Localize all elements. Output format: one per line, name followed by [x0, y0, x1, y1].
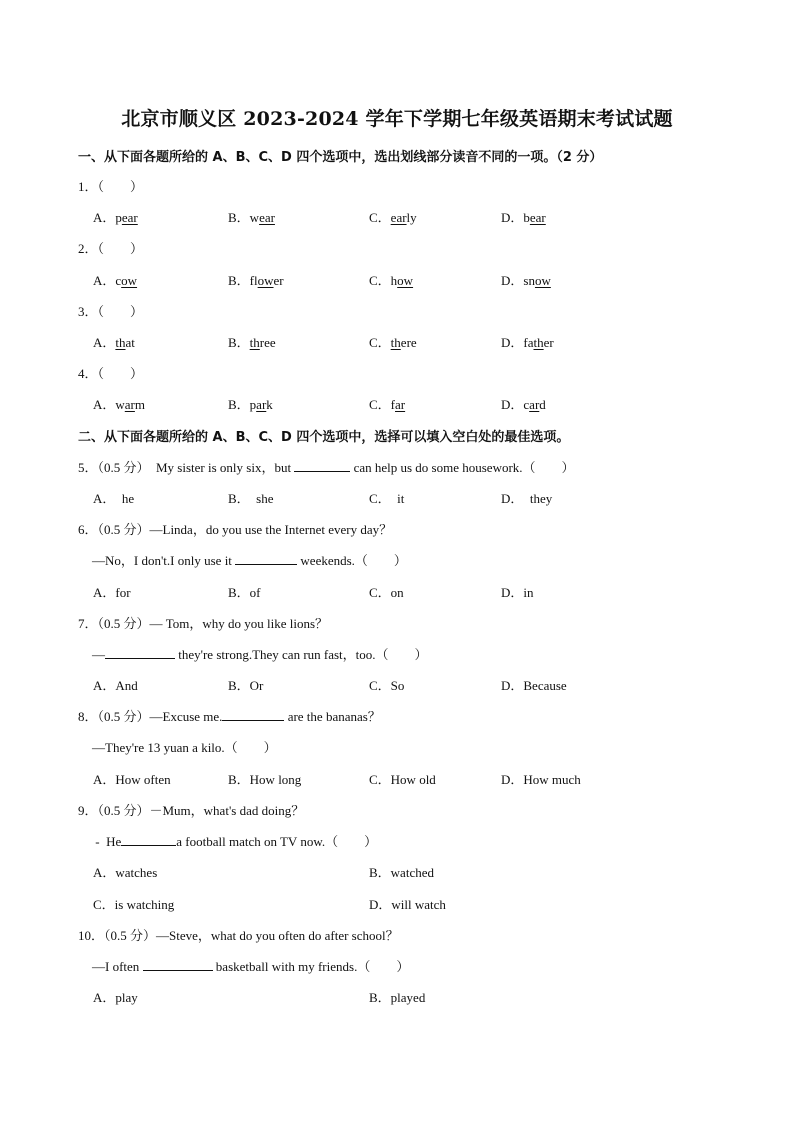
question-2-option-d[interactable]: D．snow [501, 273, 551, 288]
question-5-option-a[interactable]: A． he [93, 491, 135, 506]
question-4-stem: 4．（ ） [78, 366, 144, 381]
question-6-option-d[interactable]: D．in [501, 585, 534, 600]
question-5-option-c[interactable]: C． it [369, 491, 405, 506]
question-2-option-c[interactable]: C．how [369, 273, 414, 288]
question-7-option-c[interactable]: C．So [369, 678, 405, 693]
question-1-option-b[interactable]: B．wear [228, 210, 275, 225]
question-10-response: —I often basketball with my friends.（ ） [92, 959, 410, 974]
question-7-response: — they're strong.They can run fast，too.（ ） [92, 647, 428, 662]
question-4-option-d[interactable]: D．card [501, 397, 546, 412]
section-1-heading: 一、从下面各题所给的 A、B、C、D 四个选项中，选出划线部分读音不同的一项。（2 分） [78, 150, 603, 165]
question-4-option-c[interactable]: C．far [369, 397, 406, 412]
question-8-option-c[interactable]: C．How old [369, 772, 436, 787]
question-8-stem: 8．（0.5 分）—Excuse me. are the bananas？ [78, 709, 381, 724]
question-5-option-d[interactable]: D． they [501, 491, 553, 506]
question-1-stem: 1．（ ） [78, 179, 144, 194]
section-2-heading: 二、从下面各题所给的 A、B、C、D 四个选项中，选择可以填入空白处的最佳选项。 [78, 430, 570, 445]
question-1-option-c[interactable]: C．early [369, 210, 417, 225]
question-10-option-b[interactable]: B．played [369, 990, 426, 1005]
question-6-option-a[interactable]: A．for [93, 585, 131, 600]
question-5-stem: 5．（0.5 分） My sister is only six，but can help us do some housework.（ ） [78, 460, 575, 475]
question-3-option-c[interactable]: C．there [369, 335, 417, 350]
question-9-option-c[interactable]: C．is watching [93, 897, 175, 912]
question-4-option-b[interactable]: B．park [228, 397, 273, 412]
question-5-option-b[interactable]: B． she [228, 491, 274, 506]
question-7-stem: 7．（0.5 分）— Tom，why do you like lions？ [78, 616, 329, 631]
answer-blank[interactable] [294, 459, 350, 472]
question-8-option-d[interactable]: D．How much [501, 772, 581, 787]
question-10-stem: 10．（0.5 分）—Steve，what do you often do after school？ [78, 928, 399, 943]
question-6-stem: 6．（0.5 分）—Linda，do you use the Internet every day？ [78, 522, 393, 537]
question-3-option-d[interactable]: D．father [501, 335, 554, 350]
answer-blank[interactable] [235, 552, 297, 565]
question-8-response: —They're 13 yuan a kilo.（ ） [92, 740, 277, 755]
question-8-option-a[interactable]: A．How often [93, 772, 171, 787]
question-6-option-c[interactable]: C．on [369, 585, 404, 600]
question-6-response: —No，I don't.I only use it weekends.（ ） [92, 553, 407, 568]
question-2-option-a[interactable]: A．cow [93, 273, 138, 288]
page-title: 北京市顺义区 2023-2024 学年下学期七年级英语期末考试试题 [121, 108, 673, 130]
question-6-option-b[interactable]: B．of [228, 585, 261, 600]
question-7-option-b[interactable]: B．Or [228, 678, 264, 693]
question-9-option-b[interactable]: B．watched [369, 865, 434, 880]
answer-blank[interactable] [121, 833, 176, 846]
answer-blank[interactable] [143, 958, 213, 971]
question-2-stem: 2．（ ） [78, 241, 144, 256]
question-3-option-a[interactable]: A．that [93, 335, 135, 350]
question-2-option-b[interactable]: B．flower [228, 273, 284, 288]
question-10-option-a[interactable]: A．play [93, 990, 138, 1005]
question-1-option-d[interactable]: D．bear [501, 210, 546, 225]
question-7-option-d[interactable]: D．Because [501, 678, 567, 693]
answer-blank[interactable] [222, 708, 284, 721]
question-9-response: - He a football match on TV now.（ ） [92, 834, 378, 849]
question-7-option-a[interactable]: A．And [93, 678, 138, 693]
question-4-option-a[interactable]: A．warm [93, 397, 146, 412]
question-3-stem: 3．（ ） [78, 304, 144, 319]
question-9-stem: 9．（0.5 分）－Mum，what's dad doing？ [78, 803, 305, 818]
question-9-option-a[interactable]: A．watches [93, 865, 158, 880]
answer-blank[interactable] [105, 646, 175, 659]
question-3-option-b[interactable]: B．three [228, 335, 276, 350]
question-8-option-b[interactable]: B．How long [228, 772, 302, 787]
question-1-option-a[interactable]: A．pear [93, 210, 138, 225]
question-9-option-d[interactable]: D．will watch [369, 897, 446, 912]
